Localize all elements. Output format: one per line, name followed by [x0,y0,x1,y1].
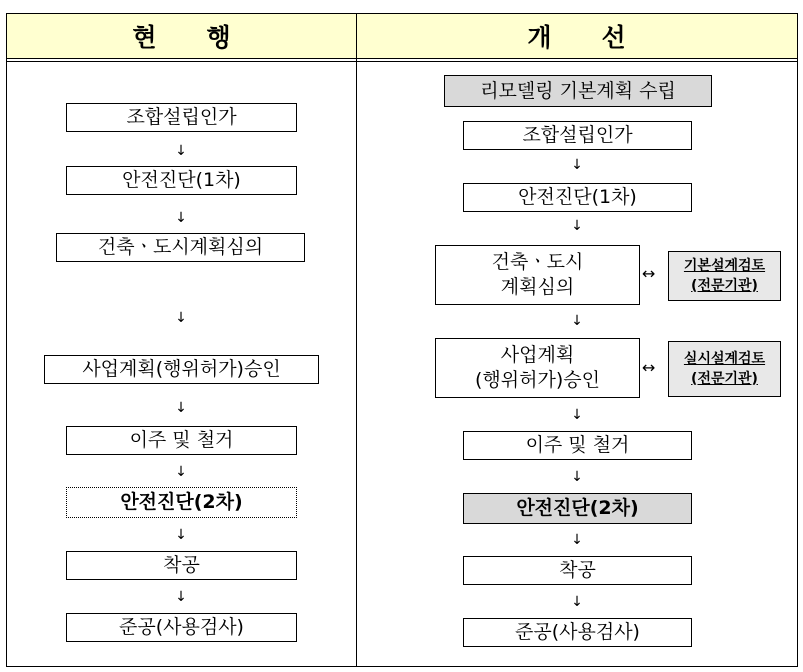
down-arrow-icon: ↓ [571,218,583,234]
basic-review-line1: 기본설계검토 [683,257,766,274]
header-double-rule [6,58,798,62]
improved-step-plan: 리모델링 기본계획 수립 [444,75,712,107]
approval-line1: 사업계획 [500,344,575,367]
down-arrow-icon: ↓ [571,469,583,485]
improved-step-union: 조합설립인가 [463,121,692,150]
current-step-construction: 착공 [66,551,297,580]
current-step-review: 건축ㆍ도시계획심의 [56,233,305,262]
current-step-union: 조합설립인가 [66,103,297,132]
down-arrow-icon: ↓ [175,589,187,605]
down-arrow-icon: ↓ [175,143,187,159]
column-divider [356,13,357,667]
current-step-approval: 사업계획(행위허가)승인 [44,355,319,384]
down-arrow-icon: ↓ [571,157,583,173]
header-improved: 개 선 [356,13,798,59]
review-line1: 건축ㆍ도시 [491,251,584,274]
down-arrow-icon: ↓ [571,407,583,423]
basic-review-line2: (전문기관) [691,278,758,294]
down-arrow-icon: ↓ [571,594,583,610]
improved-step-construction: 착공 [463,556,692,585]
improved-step-review [435,245,640,305]
improved-step-relocation: 이주 및 철거 [463,431,692,460]
improved-step-approval [435,338,640,398]
down-arrow-icon: ↓ [175,527,187,543]
down-arrow-icon: ↓ [175,210,187,226]
execution-design-review [668,341,781,397]
basic-design-review [668,251,781,301]
current-step-completion: 준공(사용검사) [66,613,297,642]
current-step-relocation: 이주 및 철거 [66,426,297,455]
double-arrow-icon: ↔ [642,358,656,377]
double-arrow-icon: ↔ [642,264,656,283]
improved-step-completion: 준공(사용검사) [463,618,692,647]
current-step-safety1: 안전진단(1차) [66,166,297,195]
improved-step-safety1: 안전진단(1차) [463,183,692,212]
down-arrow-icon: ↓ [571,313,583,329]
review-line2: 계획심의 [500,276,575,298]
execution-review-line1: 실시설계검토 [683,350,766,367]
down-arrow-icon: ↓ [175,464,187,480]
down-arrow-icon: ↓ [175,400,187,416]
down-arrow-icon: ↓ [175,310,187,326]
improved-step-safety2: 안전진단(2차) [463,493,692,524]
current-step-safety2: 안전진단(2차) [66,487,297,518]
header-current: 현 행 [6,13,357,59]
approval-line2: (행위허가)승인 [475,369,600,391]
down-arrow-icon: ↓ [571,532,583,548]
execution-review-line2: (전문기관) [691,371,758,387]
